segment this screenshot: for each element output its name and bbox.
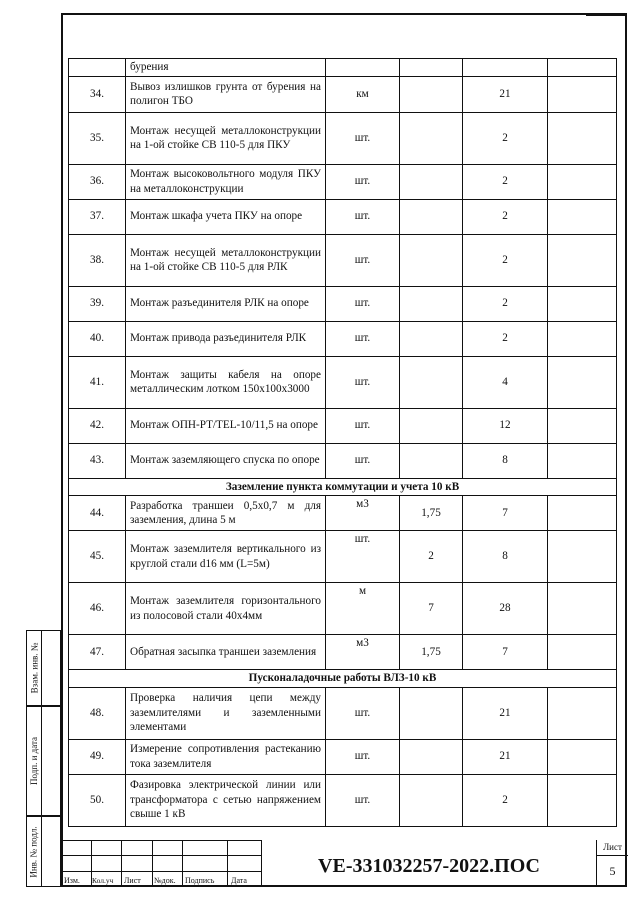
work-name: Монтаж заземлителя вертикального из круглой стали d16 мм (L=5м): [126, 531, 326, 583]
row-number: 35.: [69, 112, 126, 164]
work-name: Обратная засыпка траншеи заземления: [126, 635, 326, 670]
unit-cell: шт.: [326, 164, 400, 199]
unit-cell: шт.: [326, 286, 400, 321]
work-name: Монтаж ОПН-РТ/TEL-10/11,5 на опоре: [126, 408, 326, 443]
table-row: [69, 76, 617, 112]
quantity-per-unit: 7: [400, 583, 463, 635]
quantity-total: 28: [463, 583, 548, 635]
row-number: 38.: [69, 234, 126, 286]
unit-cell: шт.: [326, 199, 400, 234]
unit-cell: км: [326, 76, 400, 112]
caption-izm: Изм.: [64, 876, 80, 885]
table-row: [69, 112, 617, 164]
section-title: Заземление пункта коммутации и учета 10 кВ: [69, 478, 617, 496]
unit-cell: шт.: [326, 321, 400, 356]
sheet-label: Лист: [597, 840, 628, 856]
row-number: 46.: [69, 583, 126, 635]
work-name: Измерение сопротивления растеканию тока заземлителя: [126, 739, 326, 774]
work-name: Монтаж высоковольтного модуля ПКУ на металлоконструкции: [126, 164, 326, 199]
table-row: [69, 234, 617, 286]
row-number: 48.: [69, 687, 126, 739]
row-number: 49.: [69, 739, 126, 774]
row-number: 50.: [69, 774, 126, 826]
row-number: 40.: [69, 321, 126, 356]
notes-cell: [548, 443, 617, 478]
caption-ndok: №док.: [154, 876, 176, 885]
row-number: 43.: [69, 443, 126, 478]
unit-cell: шт.: [326, 443, 400, 478]
row-number: 41.: [69, 356, 126, 408]
quantity-per-unit: [400, 321, 463, 356]
quantity-total: 12: [463, 408, 548, 443]
unit-cell: м3: [326, 635, 400, 670]
notes-cell: [548, 199, 617, 234]
quantity-per-unit: [400, 234, 463, 286]
unit-cell: шт.: [326, 531, 400, 583]
quantity-total: 7: [463, 496, 548, 531]
quantity-per-unit: [400, 687, 463, 739]
caption-koluch: Кол.уч: [92, 876, 114, 885]
unit-cell: шт.: [326, 112, 400, 164]
quantity-per-unit: 1,75: [400, 635, 463, 670]
quantity-total: 2: [463, 234, 548, 286]
table-row: [69, 164, 617, 199]
caption-podpis: Подпись: [185, 876, 215, 885]
quantity-per-unit: [400, 774, 463, 826]
notes-cell: [548, 774, 617, 826]
work-name: Монтаж привода разъединителя РЛК: [126, 321, 326, 356]
side-label: Подп. и дата: [29, 736, 39, 786]
row-number: 45.: [69, 531, 126, 583]
unit-cell: шт.: [326, 687, 400, 739]
table-row: [69, 356, 617, 408]
quantity-total: [463, 59, 548, 77]
work-name: Проверка наличия цепи между заземлителями и заземленными элементами: [126, 687, 326, 739]
work-name: Монтаж защиты кабеля на опоре металлическим лотком 150х100х3000: [126, 356, 326, 408]
quantity-per-unit: [400, 112, 463, 164]
quantity-total: 21: [463, 739, 548, 774]
quantity-total: 8: [463, 531, 548, 583]
row-number: 42.: [69, 408, 126, 443]
section-title: Пусконаладочные работы ВЛЗ-10 кВ: [69, 670, 617, 688]
notes-cell: [548, 739, 617, 774]
notes-cell: [548, 531, 617, 583]
document-code: VE-331032257-2022.ПОС: [318, 854, 540, 877]
works-table: [68, 58, 617, 827]
quantity-total: 2: [463, 112, 548, 164]
unit-cell: [326, 59, 400, 77]
quantity-total: 2: [463, 321, 548, 356]
quantity-total: 8: [463, 443, 548, 478]
quantity-per-unit: 2: [400, 531, 463, 583]
side-stamp-sign-date: [26, 706, 61, 816]
row-number: [69, 59, 126, 77]
notes-cell: [548, 356, 617, 408]
section-header-row: [69, 670, 617, 688]
work-name: бурения: [126, 59, 326, 77]
table-row: [69, 321, 617, 356]
work-name: Фазировка электрической линии или трансформатора с сетью напряжением свыше 1 кВ: [126, 774, 326, 826]
quantity-total: 21: [463, 687, 548, 739]
row-number: 47.: [69, 635, 126, 670]
table-row: [69, 531, 617, 583]
table-row: [69, 496, 617, 531]
side-label: Инв. № подл.: [29, 825, 39, 878]
notes-cell: [548, 583, 617, 635]
notes-cell: [548, 164, 617, 199]
quantity-total: 2: [463, 199, 548, 234]
quantity-total: 2: [463, 164, 548, 199]
notes-cell: [548, 635, 617, 670]
quantity-total: 4: [463, 356, 548, 408]
notes-cell: [548, 321, 617, 356]
unit-cell: шт.: [326, 408, 400, 443]
notes-cell: [548, 408, 617, 443]
quantity-per-unit: [400, 739, 463, 774]
notes-cell: [548, 76, 617, 112]
table-row: [69, 583, 617, 635]
work-name: Вывоз излишков грунта от бурения на полигон ТБО: [126, 76, 326, 112]
quantity-per-unit: [400, 76, 463, 112]
caption-list: Лист: [124, 876, 141, 885]
side-label: Взам. инв. №: [29, 642, 39, 694]
unit-cell: м: [326, 583, 400, 635]
unit-cell: шт.: [326, 356, 400, 408]
row-number: 39.: [69, 286, 126, 321]
quantity-per-unit: 1,75: [400, 496, 463, 531]
row-number: 44.: [69, 496, 126, 531]
table-row: [69, 635, 617, 670]
unit-cell: шт.: [326, 739, 400, 774]
row-number: 36.: [69, 164, 126, 199]
notes-cell: [548, 234, 617, 286]
works-table-body: [69, 59, 617, 827]
notes-cell: [548, 496, 617, 531]
table-row: [69, 408, 617, 443]
sheet-number: 5: [609, 864, 616, 878]
work-name: Монтаж заземляющего спуска по опоре: [126, 443, 326, 478]
unit-cell: шт.: [326, 774, 400, 826]
work-name: Монтаж разъединителя РЛК на опоре: [126, 286, 326, 321]
work-name: Разработка траншеи 0,5х0,7 м для заземления, длина 5 м: [126, 496, 326, 531]
table-row: [69, 774, 617, 826]
notes-cell: [548, 687, 617, 739]
row-number: 37.: [69, 199, 126, 234]
quantity-per-unit: [400, 199, 463, 234]
quantity-total: 21: [463, 76, 548, 112]
quantity-per-unit: [400, 286, 463, 321]
table-row: [69, 286, 617, 321]
section-header-row: [69, 478, 617, 496]
quantity-per-unit: [400, 443, 463, 478]
quantity-total: 2: [463, 286, 548, 321]
table-row: [69, 59, 617, 77]
row-number: 34.: [69, 76, 126, 112]
table-row: [69, 199, 617, 234]
table-row: [69, 443, 617, 478]
table-row: [69, 687, 617, 739]
quantity-total: 7: [463, 635, 548, 670]
unit-cell: м3: [326, 496, 400, 531]
side-stamp-original-inv: [26, 816, 61, 887]
work-name: Монтаж шкафа учета ПКУ на опоре: [126, 199, 326, 234]
side-stamp-replaced-inv: [26, 630, 61, 706]
unit-cell: шт.: [326, 234, 400, 286]
table-row: [69, 739, 617, 774]
notes-cell: [548, 286, 617, 321]
notes-cell: [548, 59, 617, 77]
corner-mark: [586, 14, 626, 16]
caption-data: Дата: [231, 876, 247, 885]
quantity-per-unit: [400, 408, 463, 443]
work-name: Монтаж несущей металлоконструкции на 1-ой стойке СВ 110-5 для РЛК: [126, 234, 326, 286]
work-name: Монтаж заземлителя горизонтального из полосовой стали 40х4мм: [126, 583, 326, 635]
quantity-per-unit: [400, 164, 463, 199]
notes-cell: [548, 112, 617, 164]
quantity-per-unit: [400, 59, 463, 77]
work-name: Монтаж несущей металлоконструкции на 1-ой стойке СВ 110-5 для ПКУ: [126, 112, 326, 164]
quantity-total: 2: [463, 774, 548, 826]
sheet-box: [596, 840, 628, 887]
quantity-per-unit: [400, 356, 463, 408]
